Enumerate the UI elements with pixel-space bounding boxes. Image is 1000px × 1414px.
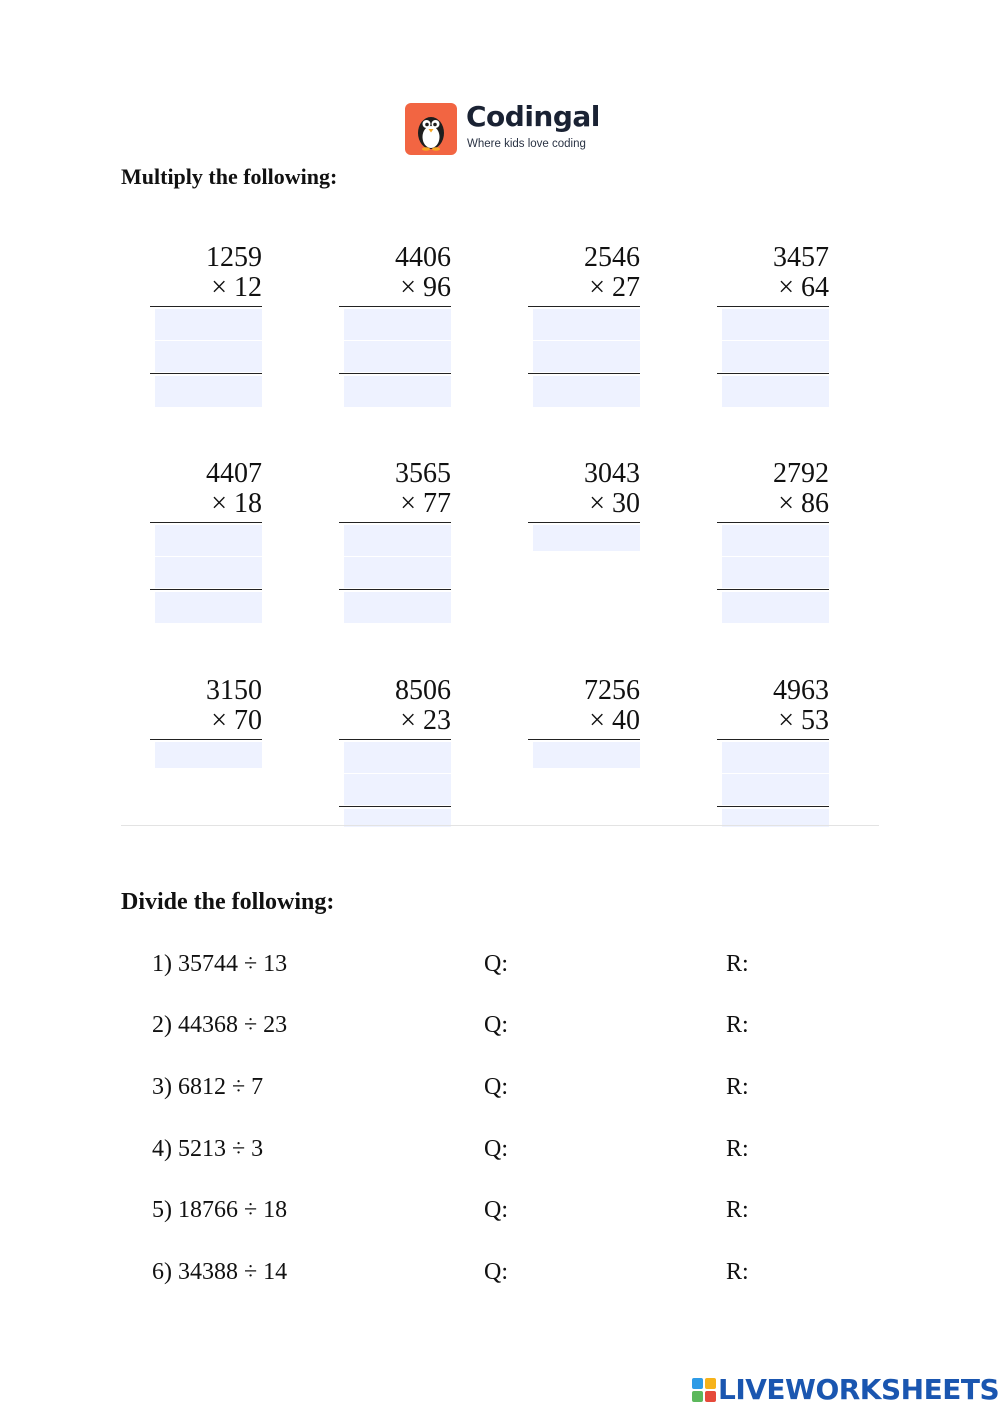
divide-row-3 — [0, 1074, 1000, 1114]
multiplicand: 1259 — [206, 242, 262, 273]
answer-line — [717, 306, 829, 307]
answer-line — [150, 522, 262, 523]
answer-line — [528, 522, 640, 523]
answer-box[interactable] — [344, 774, 451, 805]
multiply-problem-6 — [339, 459, 451, 619]
multiplicand: 3565 — [395, 458, 451, 489]
answer-box[interactable] — [722, 592, 829, 623]
sum-line — [717, 589, 829, 590]
answer-box[interactable] — [155, 341, 262, 372]
answer-box[interactable] — [344, 341, 451, 372]
answer-line — [339, 739, 451, 740]
multiplicand: 8506 — [395, 675, 451, 706]
sum-line — [150, 589, 262, 590]
logo-tagline: Where kids love coding — [467, 138, 586, 150]
quotient-label: Q: — [484, 1012, 508, 1038]
answer-box[interactable] — [533, 341, 640, 372]
division-problem: 6) 34388 ÷ 14 — [152, 1259, 288, 1285]
sum-line — [528, 373, 640, 374]
answer-box[interactable] — [533, 309, 640, 340]
codingal-logo — [405, 102, 605, 158]
division-problem: 4) 5213 ÷ 3 — [152, 1136, 264, 1162]
multiply-problem-4 — [717, 243, 829, 403]
answer-box[interactable] — [722, 742, 829, 773]
answer-box[interactable] — [155, 376, 262, 407]
divide-row-1 — [0, 951, 1000, 991]
multiply-problem-11 — [528, 676, 640, 836]
sum-line — [339, 806, 451, 807]
multiplier: × 18 — [211, 488, 262, 519]
sum-line — [339, 373, 451, 374]
sum-line — [717, 373, 829, 374]
answer-box[interactable] — [533, 742, 640, 768]
sum-line — [717, 806, 829, 807]
answer-line — [150, 739, 262, 740]
answer-line — [150, 306, 262, 307]
divide-row-4 — [0, 1136, 1000, 1176]
multiplicand: 2792 — [773, 458, 829, 489]
multiplier: × 30 — [589, 488, 640, 519]
multiply-problem-3 — [528, 243, 640, 403]
answer-box[interactable] — [533, 525, 640, 551]
answer-line — [717, 522, 829, 523]
multiplier: × 12 — [211, 272, 262, 303]
answer-box[interactable] — [155, 557, 262, 588]
remainder-label: R: — [726, 1074, 749, 1100]
multiply-problem-5 — [150, 459, 262, 619]
remainder-label: R: — [726, 1259, 749, 1285]
multiply-problem-10 — [339, 676, 451, 836]
division-problem: 1) 35744 ÷ 13 — [152, 951, 288, 977]
division-problem: 3) 6812 ÷ 7 — [152, 1074, 264, 1100]
logo-name: Codingal — [466, 100, 600, 133]
divide-heading: Divide the following: — [121, 889, 335, 915]
division-problem: 2) 44368 ÷ 23 — [152, 1012, 288, 1038]
multiply-problem-8 — [717, 459, 829, 619]
answer-line — [339, 522, 451, 523]
quotient-label: Q: — [484, 1136, 508, 1162]
answer-box[interactable] — [344, 309, 451, 340]
answer-box[interactable] — [344, 525, 451, 556]
answer-box[interactable] — [722, 774, 829, 805]
multiplier: × 64 — [778, 272, 829, 303]
multiplier: × 53 — [778, 705, 829, 736]
answer-box[interactable] — [722, 376, 829, 407]
multiply-problem-9 — [150, 676, 262, 836]
multiplier: × 27 — [589, 272, 640, 303]
answer-box[interactable] — [722, 309, 829, 340]
multiply-problem-2 — [339, 243, 451, 403]
answer-box[interactable] — [155, 309, 262, 340]
multiplier: × 40 — [589, 705, 640, 736]
multiply-heading: Multiply the following: — [121, 164, 338, 189]
divide-row-5 — [0, 1197, 1000, 1237]
sum-line — [150, 373, 262, 374]
answer-box[interactable] — [722, 341, 829, 372]
divide-row-2 — [0, 1012, 1000, 1052]
multiply-problem-7 — [528, 459, 640, 619]
quotient-label: Q: — [484, 1259, 508, 1285]
quotient-label: Q: — [484, 1197, 508, 1223]
answer-box[interactable] — [722, 557, 829, 588]
sum-line — [339, 589, 451, 590]
answer-box[interactable] — [344, 592, 451, 623]
answer-line — [717, 739, 829, 740]
multiplicand: 4963 — [773, 675, 829, 706]
answer-box[interactable] — [344, 742, 451, 773]
remainder-label: R: — [726, 1136, 749, 1162]
multiplicand: 3150 — [206, 675, 262, 706]
penguin-logo-icon — [405, 103, 457, 155]
multiplicand: 3457 — [773, 242, 829, 273]
multiplicand: 3043 — [584, 458, 640, 489]
answer-box[interactable] — [344, 557, 451, 588]
section-divider — [121, 825, 879, 826]
multiplier: × 70 — [211, 705, 262, 736]
multiplicand: 4406 — [395, 242, 451, 273]
divide-row-6 — [0, 1259, 1000, 1299]
multiplicand: 7256 — [584, 675, 640, 706]
remainder-label: R: — [726, 951, 749, 977]
multiplicand: 4407 — [206, 458, 262, 489]
multiplier: × 77 — [400, 488, 451, 519]
multiplier: × 86 — [778, 488, 829, 519]
division-problem: 5) 18766 ÷ 18 — [152, 1197, 288, 1223]
multiplier: × 23 — [400, 705, 451, 736]
liveworksheets-icon — [692, 1378, 716, 1402]
multiplicand: 2546 — [584, 242, 640, 273]
answer-box[interactable] — [155, 525, 262, 556]
remainder-label: R: — [726, 1012, 749, 1038]
answer-box[interactable] — [344, 376, 451, 407]
multiplier: × 96 — [400, 272, 451, 303]
brand-text: LIVEWORKSHEETS — [718, 1373, 1000, 1406]
answer-box[interactable] — [533, 376, 640, 407]
answer-line — [339, 306, 451, 307]
quotient-label: Q: — [484, 1074, 508, 1100]
liveworksheets-brand — [692, 1373, 1000, 1408]
remainder-label: R: — [726, 1197, 749, 1223]
quotient-label: Q: — [484, 951, 508, 977]
multiply-problem-1 — [150, 243, 262, 403]
answer-line — [528, 306, 640, 307]
answer-line — [528, 739, 640, 740]
answer-box[interactable] — [155, 592, 262, 623]
answer-box[interactable] — [155, 742, 262, 768]
multiply-problem-12 — [717, 676, 829, 836]
answer-box[interactable] — [722, 525, 829, 556]
